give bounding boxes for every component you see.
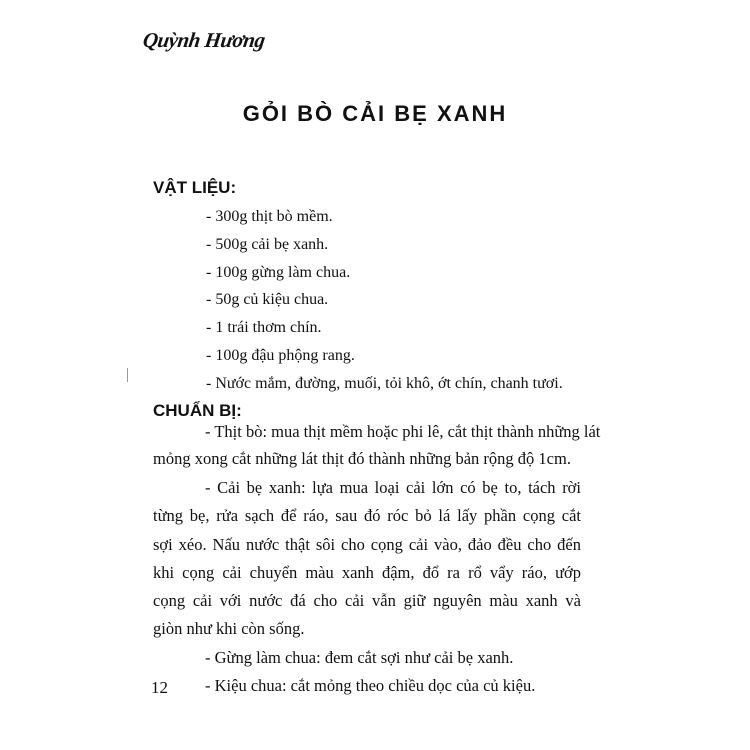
running-header: Quỳnh Hương: [141, 28, 267, 52]
preparation-line: - Thịt bò: mua thịt mềm hoặc phi lê, cắt thịt thành những lát: [205, 422, 601, 441]
page-number: 12: [151, 678, 168, 697]
ingredient-item: - 50g củ kiệu chua.: [206, 291, 329, 309]
preparation-line: giòn như khi còn sống.: [153, 619, 305, 638]
ingredient-item: - 100g gừng làm chua.: [206, 263, 351, 281]
preparation-line: cọng cải với nước đá cho cải vẫn giữ nguyên màu xanh và: [153, 591, 581, 610]
preparation-line: - Cải bẹ xanh: lựa mua loại cải lớn có bẹ to, tách rời: [205, 478, 581, 497]
ingredient-item: - 500g cải bẹ xanh.: [206, 235, 329, 253]
ingredient-item: - Nước mắm, đường, muối, tỏi khô, ớt chín, chanh tươi.: [206, 374, 563, 392]
scan-mark: [127, 368, 128, 382]
ingredient-item: - 300g thịt bò mềm.: [206, 208, 333, 225]
ingredients-heading: VẬT LIỆU:: [153, 178, 237, 197]
preparation-line: - Gừng làm chua: đem cắt sợi như cải bẹ xanh.: [205, 648, 514, 667]
preparation-line: từng bẹ, rửa sạch để ráo, sau đó róc bỏ lá lấy phần cọng cắt: [153, 506, 581, 525]
preparation-line: sợi xéo. Nấu nước thật sôi cho cọng cải vào, đảo đều cho đến: [153, 535, 581, 554]
preparation-line: - Kiệu chua: cắt mỏng theo chiều dọc của củ kiệu.: [205, 676, 536, 695]
preparation-line: khi cọng cải chuyển màu xanh đậm, đổ ra rổ vẩy ráo, ướp: [153, 563, 581, 582]
ingredient-item: - 100g đậu phộng rang.: [206, 347, 355, 364]
preparation-line: mỏng xong cắt những lát thịt đó thành những bản rộng độ 1cm.: [153, 449, 571, 468]
recipe-title: GỎI BÒ CẢI BẸ XANH: [242, 101, 508, 126]
preparation-heading: CHUẨN BỊ:: [153, 401, 242, 420]
ingredient-item: - 1 trái thơm chín.: [206, 319, 322, 337]
